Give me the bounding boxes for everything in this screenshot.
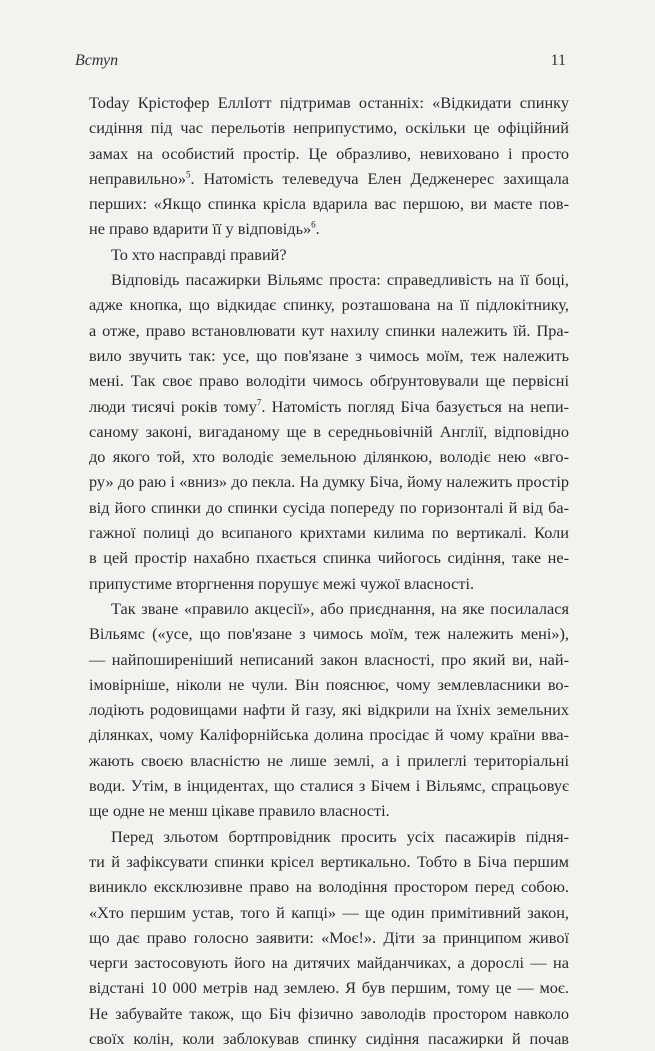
- text-line: [89, 166, 569, 191]
- text-line-content: імовірніше, ніколи не чули. Він пояснює, чому землевласники во-: [89, 674, 569, 694]
- text-line: [89, 824, 569, 849]
- text-line: [89, 900, 569, 925]
- text-line-continuation: . Натомість телеведуча Елен Дедженерес захищала: [190, 168, 569, 188]
- text-line-content: Не забувайте також, що Біч фізично заволодів простором навколо: [89, 1003, 569, 1023]
- text-line: [89, 267, 569, 292]
- text-line-content: лодіють родовищами нафти й газу, які відкрили на їхніх земельних: [89, 700, 569, 720]
- text-line-content: відстані 10 000 метрів над землею. Я був першим, тому це — моє.: [89, 978, 569, 998]
- text-line: [89, 621, 569, 646]
- text-line-content: що дає право голосно заявити: «Моє!». Діти за принципом живої: [89, 927, 569, 947]
- text-line: [89, 874, 569, 899]
- text-line-content: адже кнопка, що відкидає спинку, розташована на її підлокітнику,: [89, 295, 569, 315]
- text-line: [89, 368, 569, 393]
- text-line: [89, 90, 569, 115]
- text-line: [89, 950, 569, 975]
- text-line: [89, 216, 569, 241]
- text-line: [89, 1026, 569, 1051]
- text-line-content: вило звучить так: усе, що пов'язане з чимось моїм, теж належить: [89, 345, 569, 365]
- text-line-content: замах на особистий простір. Це образливо, невиховано і просто: [89, 143, 569, 163]
- text-line: [89, 318, 569, 343]
- text-line: [89, 495, 569, 520]
- text-line: [89, 596, 569, 621]
- text-line-content: ру» до раю і «вниз» до пекла. На думку Біча, йому належить простір: [89, 472, 569, 492]
- text-line: [89, 444, 569, 469]
- text-line-content: Today Крістофер ЕллІотт підтримав останніх: «Відкидати спинку: [89, 93, 569, 112]
- text-line: [89, 292, 569, 317]
- text-line: [89, 141, 569, 166]
- text-line: [89, 1001, 569, 1026]
- text-line-content: «Хто першим устав, того й капці» — ще один примітивний закон,: [89, 902, 569, 922]
- text-line: [89, 849, 569, 874]
- text-line: [89, 697, 569, 722]
- text-line: [89, 115, 569, 140]
- text-line: [89, 545, 569, 570]
- text-line-content: Вільямс («усе, що пов'язане з чимось моїм, теж належить мені»),: [89, 624, 569, 644]
- text-line-content: неправильно»: [89, 168, 186, 188]
- text-line-content: То хто насправді правий?: [111, 244, 287, 264]
- text-line-content: ще одне не менш цікаве правило власності.: [89, 801, 390, 821]
- text-line: [89, 925, 569, 950]
- text-line-content: ти й зафіксувати спинки крісел вертикально. Тобто в Біча першим: [89, 851, 569, 871]
- text-line: [89, 722, 569, 747]
- text-line-content: гажної полиці до всипаного крихтами килима по вертикалі. Коли: [89, 523, 569, 543]
- text-line-continuation: .: [315, 219, 320, 239]
- text-line-content: — найпоширеніший неписаний закон власності, про який ви, най-: [89, 649, 569, 669]
- text-line: [89, 672, 569, 697]
- text-line: [89, 520, 569, 545]
- text-line: [89, 394, 569, 419]
- footnote-marker: 7: [256, 397, 262, 408]
- text-line-content: черги застосовують його на дитячих майданчиках, а дорослі — на: [89, 953, 569, 973]
- footnote-marker: 6: [311, 220, 316, 231]
- text-line: [89, 773, 569, 798]
- text-line: [89, 975, 569, 1000]
- text-line-content: виникло ексклюзивне право на володіння простором перед собою.: [89, 877, 569, 897]
- text-line-content: а отже, право встановлювати кут нахилу спинки належить їй. Пра-: [89, 320, 569, 340]
- text-line-content: саному законі, вигаданому ще в середньовічній Англії, відповідно: [89, 421, 569, 441]
- text-line: [89, 419, 569, 444]
- text-line-content: Так зване «правило акцесії», або приєднання, на яке посилалася: [111, 598, 569, 618]
- footnote-marker: 5: [185, 169, 191, 180]
- text-line-content: перших: «Якщо спинка крісла вдарила вас першою, ви маєте пов-: [89, 194, 569, 214]
- text-line: [89, 191, 569, 216]
- text-line-content: сидіння під час перельотів неприпустимо, оскільки це офіційний: [89, 118, 569, 138]
- page-number: 11: [550, 52, 566, 69]
- text-line-content: мені. Так своє право володіти чимось обґрунтовували ще первісні: [89, 371, 569, 391]
- running-head: Вступ: [75, 52, 119, 69]
- text-line-content: до якого той, хто володіє земельною ділянкою, володіє нею «вго-: [89, 447, 569, 467]
- text-line-content: Перед зльотом бортпровідник просить усіх пасажирів підня-: [111, 826, 569, 846]
- text-line-content: ділянках, чому Каліфорнійська долина просідає й чому країни вва-: [89, 725, 569, 745]
- text-line: [89, 748, 569, 773]
- text-line: [89, 798, 569, 823]
- text-line-content: жають своєю власністю не лише землі, а і прилеглі територіальні: [89, 750, 569, 770]
- text-line: [89, 469, 569, 494]
- text-line: [89, 647, 569, 672]
- text-line-content: Відповідь пасажирки Вільямс проста: справедливість на її боці,: [111, 270, 569, 290]
- text-line-content: в цей простір нахабно пхається спинка чийогось сидіння, таке не-: [89, 548, 569, 568]
- text-line: [89, 343, 569, 368]
- text-line-content: не право вдарити її у відповідь»: [89, 219, 312, 239]
- text-line-content: води. Утім, в інцидентах, що сталися з Бічем і Вільямс, спрацьовує: [89, 776, 569, 796]
- text-line: [89, 242, 569, 267]
- body-text: [89, 90, 569, 1051]
- text-line: [89, 571, 569, 596]
- text-line-content: припустиме вторгнення порушує межі чужої власності.: [89, 573, 475, 593]
- text-line-continuation: . Натомість погляд Біча базується на непи-: [261, 396, 569, 416]
- text-line-content: своїх колін, коли заблокував спинку сидіння пасажирки й почав: [89, 1028, 569, 1048]
- text-line-content: від його спинки до спинки сусіда попереду по горизонталі й від ба-: [89, 497, 569, 517]
- text-line-content: люди тисячі років тому: [89, 396, 257, 416]
